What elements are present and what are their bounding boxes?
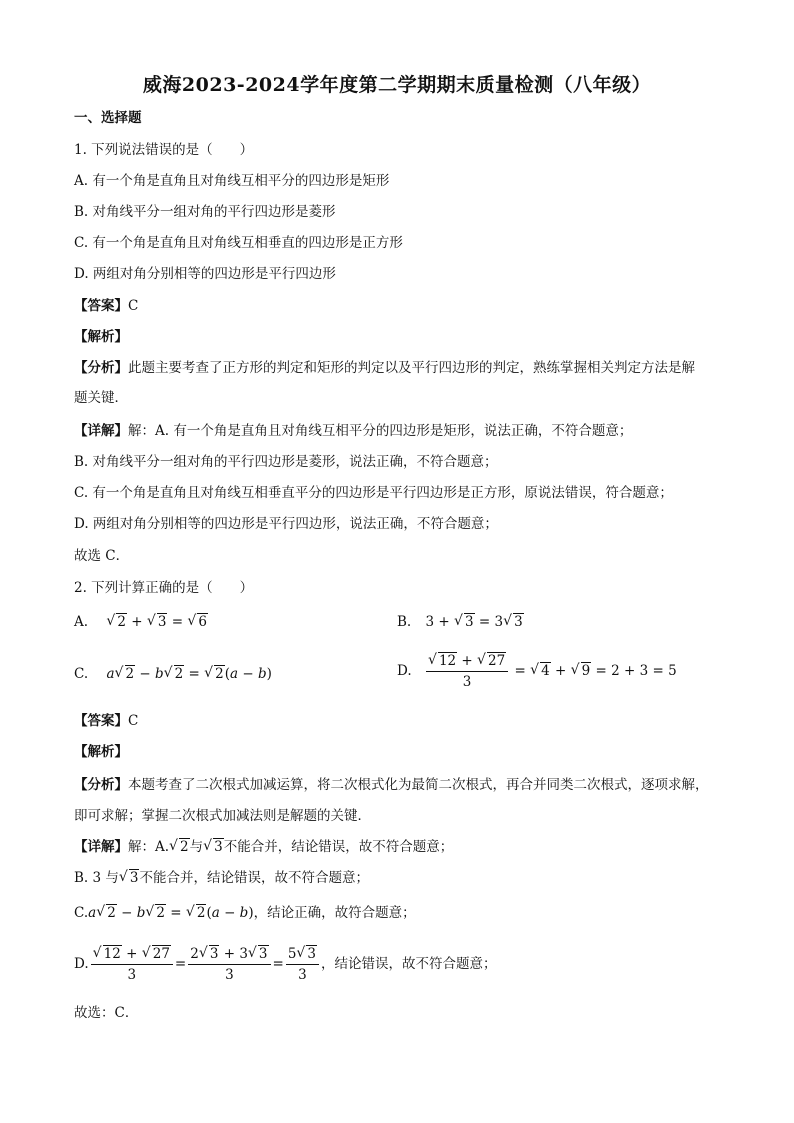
q2-xiangjie-line2 bbox=[74, 868, 369, 888]
section-heading: 一、选择题 bbox=[74, 110, 142, 126]
fenxi-text: 此题主要考查了正方形的判定和矩形的判定以及平行四边形的判定，熟练掌握相关判定方法是解 bbox=[128, 360, 695, 376]
q2-xiangjie-line4 bbox=[74, 945, 497, 984]
formula-d: √ $\frac{12 + √ 27}{3}$ = √ 4 + √ 9 = 2 + 3 = 5 bbox=[424, 663, 677, 679]
q2-analysis-tag: 【解析】 bbox=[74, 744, 128, 760]
q1-analysis-tag: 【解析】 bbox=[74, 329, 128, 345]
formula-xj-a2: √ 3 bbox=[203, 839, 224, 855]
page-title: 威海2023-2024学年度第二学期期末质量检测（八年级） bbox=[142, 74, 652, 96]
q1-xiangjie-line1 bbox=[74, 421, 632, 441]
q1-stem: 1. 下列说法错误的是（ ） bbox=[74, 142, 254, 158]
xj-d-suffix: ，结论错误，故不符合题意； bbox=[321, 956, 497, 972]
xiangjie-text: 解：A. 有一个角是直角且对角线互相平分的四边形是矩形，说法正确，不符合题意； bbox=[128, 423, 633, 439]
formula-xj-c: a√ 2 − b√ 2 = √ 2(a − b) bbox=[88, 905, 253, 921]
formula-b: 3 + √ 3 = 3√ 3 bbox=[426, 614, 524, 630]
xj-d-prefix: D. bbox=[74, 956, 89, 972]
fenxi-tag: 【分析】 bbox=[74, 777, 128, 793]
q1-xiangjie-line2: B. 对角线平分一组对角的平行四边形是菱形，说法正确，不符合题意； bbox=[74, 454, 498, 470]
q2-answer bbox=[74, 711, 138, 731]
q1-option-b: B. 对角线平分一组对角的平行四边形是菱形 bbox=[74, 204, 336, 220]
xj-b-prefix: B. 3 与 bbox=[74, 870, 119, 886]
answer-value: C bbox=[128, 713, 139, 729]
q1-option-a: A. 有一个角是直角且对角线互相平分的四边形是矩形 bbox=[74, 173, 390, 189]
option-label: D. bbox=[397, 663, 412, 679]
option-label: C. bbox=[74, 666, 89, 682]
q1-fenxi-line1 bbox=[74, 358, 695, 378]
q1-fenxi-line2: 题关键． bbox=[74, 390, 128, 406]
xj-a-suffix: 不能合并，结论错误，故不符合题意； bbox=[223, 839, 454, 855]
q1-xiangjie-line4: D. 两组对角分别相等的四边形是平行四边形，说法正确，不符合题意； bbox=[74, 516, 498, 532]
q1-option-d: D. 两组对角分别相等的四边形是平行四边形 bbox=[74, 266, 336, 282]
q2-xiangjie-line1 bbox=[74, 837, 453, 857]
xiangjie-tag: 【详解】 bbox=[74, 839, 128, 855]
q2-fenxi-line2: 即可求解；掌握二次根式加减法则是解题的关键． bbox=[74, 808, 371, 824]
formula-xj-a1: √ 2 bbox=[169, 839, 190, 855]
fenxi-text: 本题考查了二次根式加减运算，将二次根式化为最简二次根式，再合并同类二次根式，逐项求解， bbox=[128, 777, 709, 793]
xj-c-prefix: C. bbox=[74, 905, 89, 921]
formula-xj-b: √ 3 bbox=[119, 870, 140, 886]
option-label: A. bbox=[74, 614, 89, 630]
xj-a-prefix: 解：A. bbox=[128, 839, 170, 855]
q2-stem: 2. 下列计算正确的是（ ） bbox=[74, 580, 254, 596]
xiangjie-tag: 【详解】 bbox=[74, 423, 128, 439]
answer-tag: 【答案】 bbox=[74, 298, 128, 314]
answer-value: C bbox=[128, 298, 139, 314]
q1-xiangjie-line3: C. 有一个角是直角且对角线互相垂直平分的四边形是平行四边形是正方形，原说法错误，符合题意； bbox=[74, 485, 673, 501]
answer-tag: 【答案】 bbox=[74, 713, 128, 729]
q2-fenxi-line1 bbox=[74, 775, 709, 795]
option-label: B. bbox=[397, 614, 412, 630]
q2-option-d bbox=[397, 652, 677, 691]
q2-option-a bbox=[74, 612, 208, 632]
q1-answer bbox=[74, 296, 138, 316]
q2-xiangjie-line3 bbox=[74, 903, 416, 923]
fenxi-tag: 【分析】 bbox=[74, 360, 128, 376]
q1-option-c: C. 有一个角是直角且对角线互相垂直的四边形是正方形 bbox=[74, 235, 403, 251]
q2-conclusion: 故选：C． bbox=[74, 1005, 139, 1021]
q2-option-b bbox=[397, 612, 524, 632]
formula-a: √ 2 + √ 3 = √ 6 bbox=[106, 614, 208, 630]
q2-option-c bbox=[74, 664, 272, 684]
xj-c-suffix: ，结论正确，故符合题意； bbox=[253, 905, 416, 921]
xj-b-suffix: 不能合并，结论错误，故不符合题意； bbox=[139, 870, 369, 886]
formula-xj-d: √ $\frac{12 + √ 27}{3}$ = $\frac{2√ 3 + 3√ 3}{3}$ = $\frac{5√ 3}{3}$ bbox=[89, 956, 321, 972]
xj-a-mid: 与 bbox=[189, 839, 204, 855]
q1-conclusion: 故选 C． bbox=[74, 548, 130, 564]
formula-c: a√ 2 − b√ 2 = √ 2(a − b) bbox=[106, 666, 271, 682]
